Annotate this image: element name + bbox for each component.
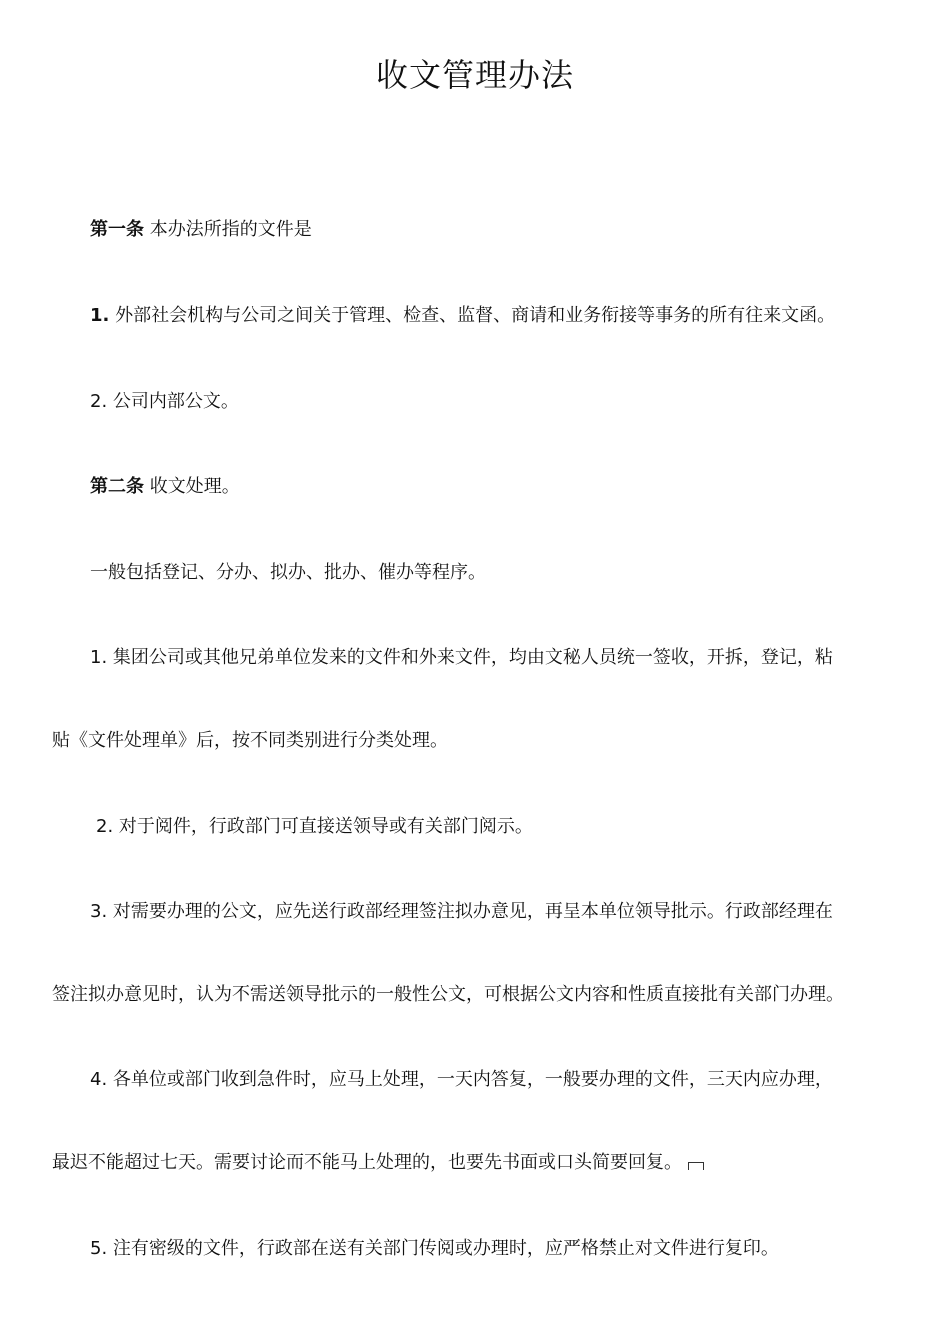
article-2-item-1-line-2: 贴《文件处理单》后，按不同类别进行分类处理。 [52,730,448,751]
article-1-item-1-text: 外部社会机构与公司之间关于管理、检查、监督、商请和业务衔接等事务的所有往来文函。 [115,305,836,326]
article-1-text: 本办法所指的文件是 [149,219,312,240]
article-1-label: 第一条 [90,219,144,240]
paragraph-mark-icon [688,1162,704,1170]
article-2-item-4-line-1: 4. 各单位或部门收到急件时，应马上处理，一天内答复，一般要办理的文件，三天内应办理， [90,1069,833,1090]
article-2-item-3-line-2: 签注拟办意见时，认为不需送领导批示的一般性公文，可根据公文内容和性质直接批有关部门办理。 [52,984,844,1005]
article-1-item-1 [90,302,835,330]
article-2-heading [90,473,240,501]
article-2-item-2: 2. 对于阅件，行政部门可直接送领导或有关部门阅示。 [96,816,533,837]
article-1-item-1-num: 1. [90,305,110,326]
article-2-item-5: 5. 注有密级的文件，行政部在送有关部门传阅或办理时，应严格禁止对文件进行复印。 [90,1238,779,1259]
article-2-label: 第二条 [90,476,144,497]
article-2-item-4-line-2: 最迟不能超过七天。需要讨论而不能马上处理的，也要先书面或口头简要回复。 [52,1152,682,1173]
article-2-item-3-line-1: 3. 对需要办理的公文，应先送行政部经理签注拟办意见，再呈本单位领导批示。行政部经理在 [90,901,833,922]
article-2-intro: 一般包括登记、分办、拟办、批办、催办等程序。 [90,562,486,583]
article-1-item-2: 2. 公司内部公文。 [90,391,239,412]
article-2-item-4-line-2-wrap [52,1149,704,1177]
article-2-text: 收文处理。 [149,476,240,497]
article-1-heading [90,216,312,244]
document-title: 收文管理办法 [375,56,574,94]
article-2-item-1-line-1: 1. 集团公司或其他兄弟单位发来的文件和外来文件，均由文秘人员统一签收，开拆，登记，粘 [90,647,833,668]
